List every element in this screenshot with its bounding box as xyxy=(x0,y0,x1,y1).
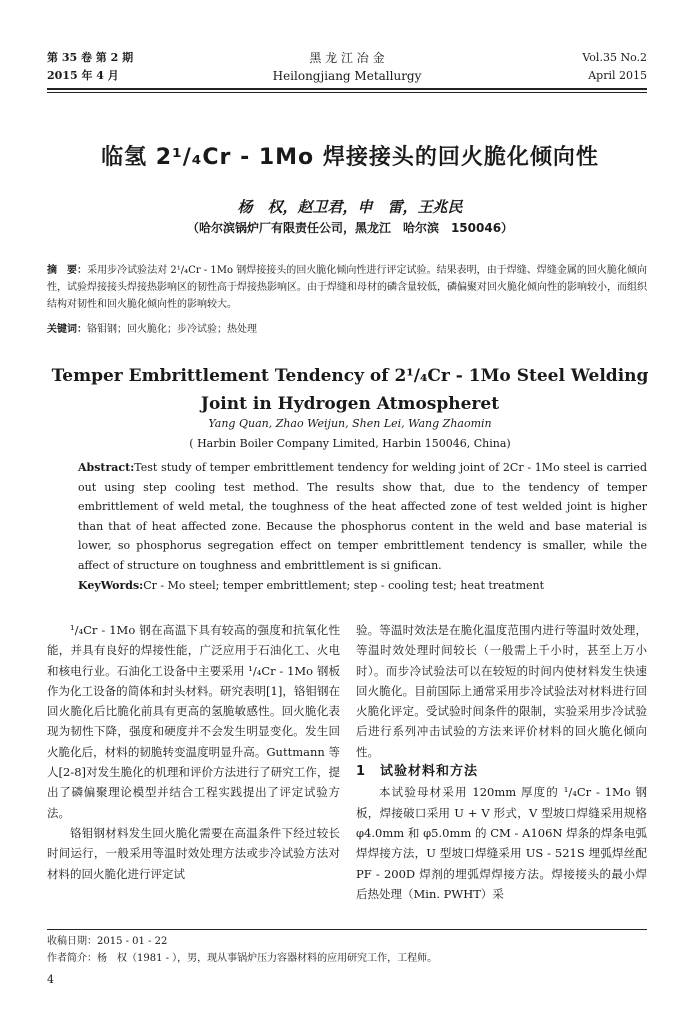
keywords-cn xyxy=(47,321,647,338)
body-paragraph: 铬钼钢材料发生回火脆化需要在高温条件下经过较长时间运行，一般采用等温时效处理方法或步冷试验方法对材料的回火脆化进行评定试 xyxy=(47,825,340,881)
keywords-cn-label: 关键词： xyxy=(47,324,87,335)
author-bio: 作者简介：杨 权（1981 - ），男，现从事锅炉压力容器材料的应用研究工作，工程师。 xyxy=(47,953,438,964)
abstract-en-label: Abstract: xyxy=(78,461,135,474)
header-rule xyxy=(47,88,647,90)
volume-line: 第 35 卷 第 2 期 xyxy=(47,51,134,64)
abstract-cn-text: 采用步冷试验法对 2¹/₄Cr - 1Mo 钢焊接接头的回火脆化倾向性进行评定试验。结果表明，由于焊缝、焊缝金属的回火脆化倾向性，试验焊接接头焊接热影响区的韧性高于焊接热影响区。由于焊缝和母材的磷含量较低，磷偏聚对回火脆化倾向性的影响较小，而组织结构对韧性和回火脆化倾向性的影响较大。 xyxy=(47,265,647,310)
received-date: 收稿日期：2015 - 01 - 22 xyxy=(47,936,168,947)
journal-name xyxy=(47,49,647,85)
body-right-column xyxy=(356,620,647,904)
keywords-cn-text: 铬钼钢；回火脆化；步冷试验；热处理 xyxy=(87,324,257,335)
body-paragraph: 验。等温时效法是在脆化温度范围内进行等温时效处理，等温时效处理时间较长（一般需上千小时，甚至上万小时）。而步冷试验法可以在较短的时间内使材料发生快速回火脆化。目前国际上通常采用步冷试验法对材料进行回火脆化评定。受试验时间条件的限制，实验采用步冷试验后进行系列冲击试验的方法来评价材料的回火脆化倾向性。 xyxy=(356,623,647,759)
running-header xyxy=(47,49,647,93)
body-paragraph: 本试验母材采用 120mm 厚度的 ¹/₄Cr - 1Mo 钢板，焊接破口采用 U + V 形式，V 型坡口焊缝采用规格 φ4.0mm 和 φ5.0mm 的 CM - A106N 焊条的焊条电弧焊焊接方法，U 型坡口焊缝采用 US - 521S 埋弧焊丝配 PF - 200D 焊剂的埋弧焊焊接方法。焊接接头的最小焊后热处理（Min. PWHT）采 xyxy=(356,785,647,901)
keywords-en-label: KeyWords: xyxy=(78,579,144,592)
title-en-line1: Temper Embrittlement Tendency of 2¹/₄Cr - 1Mo Steel Welding xyxy=(51,366,649,386)
journal-name-cn: 黑 龙 江 冶 金 xyxy=(309,51,385,65)
authors-cn: 杨 权，赵卫君，申 雷，王兆民 xyxy=(237,198,463,216)
authors-en: Yang Quan, Zhao Weijun, Shen Lei, Wang Zhaomin xyxy=(208,417,492,430)
title-en-line2: Joint in Hydrogen Atmospheret xyxy=(200,394,500,414)
abstract-cn xyxy=(47,262,647,313)
affiliation-cn: （哈尔滨锅炉厂有限责任公司，黑龙江 哈尔滨 150046） xyxy=(186,221,514,235)
footnote-rule xyxy=(47,929,647,930)
title-cn: 临氢 2¹/₄Cr - 1Mo 焊接接头的回火脆化倾向性 xyxy=(101,145,599,170)
body-paragraph: ¹/₄Cr - 1Mo 钢在高温下具有较高的强度和抗氧化性能，并具有良好的焊接性能，广泛应用于石油化工、火电和核电行业。石油化工设备中主要采用 ¹/₄Cr - 1Mo 钢板作为化工设备的简体和封头材料。研究表明[1]，铬钼钢在回火脆化后比脆化前具有更高的氢脆敏感性。回火脆化表现为韧性下降，强度和硬度并不会发生明显变化。发生回火脆化后，材料的韧脆转变温度明显升高。Guttmann 等人[2-8]对发生脆化的机理和评价方法进行了研究工作，提出了磷偏聚理论模型并结合工程实践提出了评定试验方法。 xyxy=(47,623,340,820)
abstract-en xyxy=(78,458,647,575)
header-rule-thin xyxy=(47,92,647,93)
keywords-en-text: Cr - Mo steel; temper embrittlement; step - cooling test; heat treatment xyxy=(143,579,545,592)
date-line-en: April 2015 xyxy=(588,69,647,82)
title-en xyxy=(0,362,700,418)
volume-issue-en xyxy=(582,49,647,85)
date-line: 2015 年 4 月 xyxy=(47,69,119,82)
keywords-en xyxy=(78,576,647,595)
journal-name-en: Heilongjiang Metallurgy xyxy=(272,69,422,83)
section-heading: 1 试验材料和方法 xyxy=(356,764,479,780)
affiliation-en: ( Harbin Boiler Company Limited, Harbin 150046, China) xyxy=(189,437,511,450)
abstract-cn-label: 摘 要： xyxy=(47,265,88,276)
body-left-column xyxy=(47,620,340,884)
footnote xyxy=(47,933,647,967)
volume-line-en: Vol.35 No.2 xyxy=(582,51,647,64)
abstract-en-text: Test study of temper embrittlement tendency for welding joint of 2Cr - 1Mo steel is carried out using step cooling test method. The results show that, due to the tendency of temper embrittlement of weld metal, the toughness of the heat affected zone of test welded joint is higher than that of heat affected zone. Because the phosphorus content in the weld and base material is lower, so phosphorus segregation effect on temper embrittlement tendency is smaller, while the affect of structure on toughness and embrittlement is si gnifican. xyxy=(78,461,647,572)
page-number: 4 xyxy=(47,973,54,986)
